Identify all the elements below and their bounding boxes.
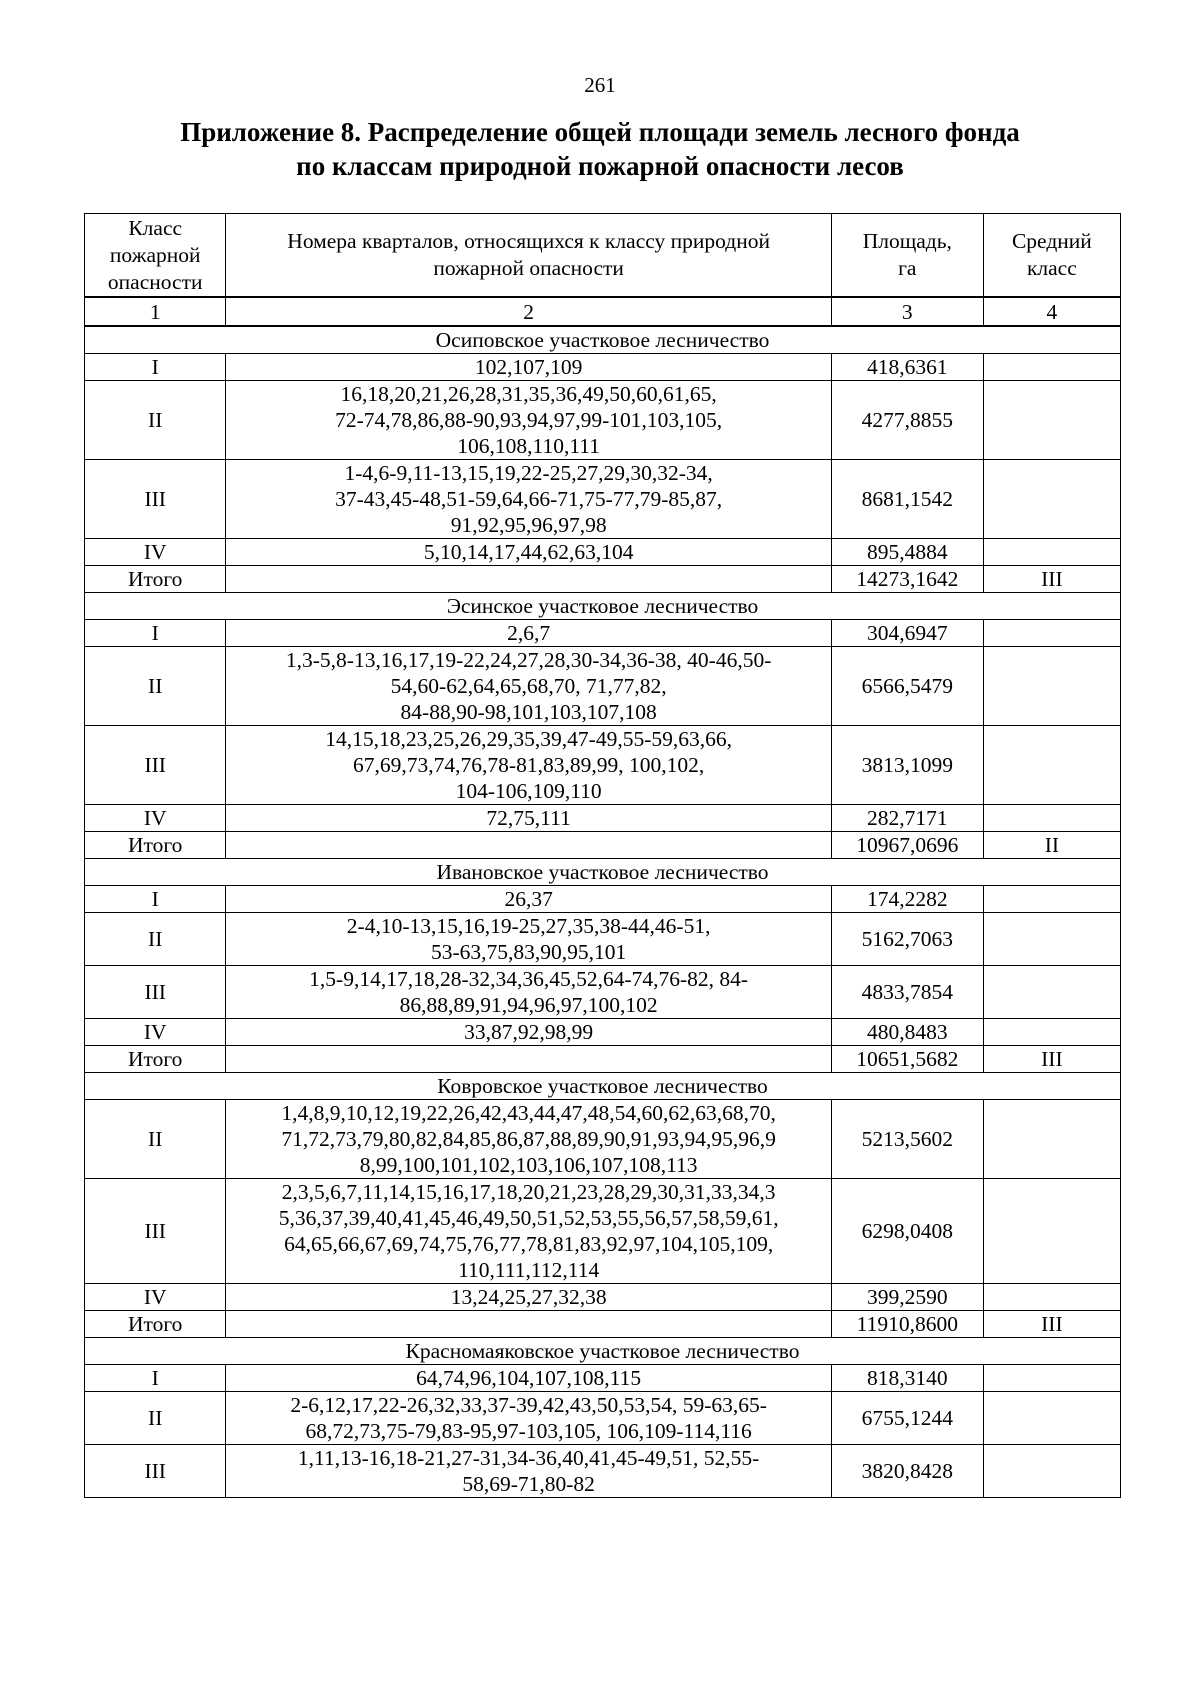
area-cell: 304,6947	[831, 620, 983, 647]
column-number: 2	[226, 297, 831, 326]
quarters-line: 33,87,92,98,99	[464, 1020, 594, 1044]
average-class-cell	[983, 1445, 1120, 1498]
quarters-line: 86,88,89,91,94,96,97,100,102	[399, 993, 658, 1017]
area-cell: 3820,8428	[831, 1445, 983, 1498]
average-class-cell	[983, 460, 1120, 539]
average-class-cell	[983, 620, 1120, 647]
average-class-cell	[983, 1392, 1120, 1445]
quarters-line: 26,37	[504, 887, 553, 911]
quarters-line: 110,111,112,114	[458, 1258, 600, 1282]
fire-class-cell: I	[85, 1365, 226, 1392]
average-class-cell: III	[983, 1046, 1120, 1073]
area-cell: 282,7171	[831, 805, 983, 832]
quarters-cell	[226, 620, 831, 647]
table-row	[85, 1019, 1121, 1046]
quarters-cell	[226, 805, 831, 832]
header-quarters-line: Номера кварталов, относящихся к классу природной	[287, 229, 770, 253]
fire-class-cell: Итого	[85, 1046, 226, 1073]
quarters-line: 104-106,109,110	[455, 779, 602, 803]
table-row	[85, 1046, 1121, 1073]
quarters-line: 102,107,109	[474, 355, 583, 379]
header-average-line: Средний	[1011, 229, 1092, 253]
area-cell: 5213,5602	[831, 1100, 983, 1179]
fire-class-cell: Итого	[85, 1311, 226, 1338]
area-cell: 6298,0408	[831, 1179, 983, 1284]
average-class-cell	[983, 647, 1120, 726]
quarters-line: 5,36,37,39,40,41,45,46,49,50,51,52,53,55,56,57,58,59,61,	[278, 1206, 779, 1230]
area-cell: 399,2590	[831, 1284, 983, 1311]
fire-class-cell: III	[85, 460, 226, 539]
quarters-line: 1,11,13-16,18-21,27-31,34-36,40,41,45-49,51, 52,55-	[297, 1446, 760, 1470]
fire-class-cell: II	[85, 1100, 226, 1179]
table-row	[85, 913, 1121, 966]
header-row	[85, 214, 1121, 298]
average-class-cell: III	[983, 1311, 1120, 1338]
title-line-1: Приложение 8. Распределение общей площади земель лесного фонда	[180, 117, 1020, 147]
quarters-line: 1,4,8,9,10,12,19,22,26,42,43,44,47,48,54,60,62,63,68,70,	[281, 1101, 776, 1125]
fire-class-cell: Итого	[85, 566, 226, 593]
area-cell: 14273,1642	[831, 566, 983, 593]
average-class-cell	[983, 1100, 1120, 1179]
quarters-line: 8,99,100,101,102,103,106,107,108,113	[359, 1153, 698, 1177]
area-cell: 5162,7063	[831, 913, 983, 966]
table-row	[85, 1311, 1121, 1338]
quarters-line: 71,72,73,79,80,82,84,85,86,87,88,89,90,91,93,94,95,96,9	[281, 1127, 776, 1151]
average-class-cell: II	[983, 832, 1120, 859]
quarters-line: 2,3,5,6,7,11,14,15,16,17,18,20,21,23,28,29,30,31,33,34,3	[281, 1180, 776, 1204]
section-header-row	[85, 859, 1121, 886]
quarters-line: 68,72,73,75-79,83-95,97-103,105, 106,109-114,116	[305, 1419, 752, 1443]
table-row	[85, 1392, 1121, 1445]
table-row	[85, 566, 1121, 593]
average-class-cell	[983, 726, 1120, 805]
quarters-cell	[226, 1445, 831, 1498]
table-row	[85, 805, 1121, 832]
table-body	[85, 214, 1121, 1498]
table-row	[85, 886, 1121, 913]
fire-class-cell: IV	[85, 1284, 226, 1311]
section-name: Ивановское участковое лесничество	[85, 859, 1121, 886]
quarters-cell	[226, 1046, 831, 1073]
quarters-line: 2-6,12,17,22-26,32,33,37-39,42,43,50,53,54, 59-63,65-	[290, 1393, 767, 1417]
table-row	[85, 1365, 1121, 1392]
average-class-cell	[983, 886, 1120, 913]
quarters-line: 54,60-62,64,65,68,70, 71,77,82,	[390, 674, 667, 698]
quarters-line: 53-63,75,83,90,95,101	[430, 940, 627, 964]
average-class-cell: III	[983, 566, 1120, 593]
quarters-line: 1,5-9,14,17,18,28-32,34,36,45,52,64-74,76-82, 84-	[309, 967, 749, 991]
fire-class-cell: I	[85, 620, 226, 647]
table-row	[85, 832, 1121, 859]
quarters-line: 91,92,95,96,97,98	[450, 513, 607, 537]
quarters-line: 106,108,110,111	[457, 434, 600, 458]
quarters-line: 2-4,10-13,15,16,19-25,27,35,38-44,46-51,	[346, 914, 711, 938]
fire-class-cell: III	[85, 966, 226, 1019]
section-header-row	[85, 326, 1121, 354]
quarters-line: 64,65,66,67,69,74,75,76,77,78,81,83,92,97,104,105,109,	[284, 1232, 774, 1256]
fire-class-cell: Итого	[85, 832, 226, 859]
quarters-cell	[226, 354, 831, 381]
area-cell: 174,2282	[831, 886, 983, 913]
quarters-cell	[226, 1284, 831, 1311]
area-cell: 480,8483	[831, 1019, 983, 1046]
fire-class-cell: I	[85, 886, 226, 913]
header-class-line: Класс	[128, 215, 183, 240]
section-header-row	[85, 593, 1121, 620]
average-class-cell	[983, 1179, 1120, 1284]
average-class-cell	[983, 1019, 1120, 1046]
table-row	[85, 1100, 1121, 1179]
fire-class-cell: III	[85, 1179, 226, 1284]
quarters-line: 67,69,73,74,76,78-81,83,89,99, 100,102,	[353, 753, 705, 777]
area-cell: 6755,1244	[831, 1392, 983, 1445]
fire-class-cell: III	[85, 1445, 226, 1498]
area-cell: 818,3140	[831, 1365, 983, 1392]
section-name: Эсинское участковое лесничество	[85, 593, 1121, 620]
table-row	[85, 726, 1121, 805]
fire-class-cell: II	[85, 647, 226, 726]
fire-class-cell: II	[85, 1392, 226, 1445]
table-row	[85, 966, 1121, 1019]
table-row	[85, 381, 1121, 460]
average-class-cell	[983, 966, 1120, 1019]
quarters-cell	[226, 726, 831, 805]
header-average-line: класс	[1026, 256, 1077, 280]
table-row	[85, 460, 1121, 539]
area-cell: 895,4884	[831, 539, 983, 566]
area-cell: 6566,5479	[831, 647, 983, 726]
table-row	[85, 1284, 1121, 1311]
section-header-row	[85, 1338, 1121, 1365]
area-cell: 10967,0696	[831, 832, 983, 859]
quarters-cell	[226, 1019, 831, 1046]
table-row	[85, 539, 1121, 566]
header-class-line: опасности	[107, 269, 203, 294]
fire-class-cell: II	[85, 913, 226, 966]
average-class-cell	[983, 1284, 1120, 1311]
quarters-line: 84-88,90-98,101,103,107,108	[400, 700, 657, 724]
quarters-cell	[226, 1179, 831, 1284]
header-average	[983, 214, 1120, 298]
quarters-cell	[226, 966, 831, 1019]
fire-class-cell: IV	[85, 805, 226, 832]
quarters-line: 72-74,78,86,88-90,93,94,97,99-101,103,105,	[335, 408, 723, 432]
area-cell: 11910,8600	[831, 1311, 983, 1338]
average-class-cell	[983, 539, 1120, 566]
quarters-line: 13,24,25,27,32,38	[450, 1285, 607, 1309]
area-cell: 418,6361	[831, 354, 983, 381]
quarters-cell	[226, 1392, 831, 1445]
quarters-cell	[226, 1311, 831, 1338]
quarters-cell	[226, 1100, 831, 1179]
section-name: Осиповское участковое лесничество	[85, 326, 1121, 354]
quarters-cell	[226, 381, 831, 460]
quarters-line: 1,3-5,8-13,16,17,19-22,24,27,28,30-34,36-38, 40-46,50-	[285, 648, 772, 672]
quarters-line: 5,10,14,17,44,62,63,104	[423, 540, 634, 564]
area-cell: 10651,5682	[831, 1046, 983, 1073]
quarters-cell	[226, 1365, 831, 1392]
column-number-row	[85, 297, 1121, 326]
area-cell: 8681,1542	[831, 460, 983, 539]
fire-class-cell: II	[85, 381, 226, 460]
quarters-line: 2,6,7	[507, 621, 551, 645]
quarters-line: 16,18,20,21,26,28,31,35,36,49,50,60,61,65,	[340, 382, 717, 406]
table-row	[85, 1445, 1121, 1498]
header-quarters-line: пожарной опасности	[433, 256, 624, 280]
quarters-cell	[226, 832, 831, 859]
column-number: 3	[831, 297, 983, 326]
quarters-cell	[226, 647, 831, 726]
quarters-line: 14,15,18,23,25,26,29,35,39,47-49,55-59,63,66,	[325, 727, 732, 751]
area-cell: 3813,1099	[831, 726, 983, 805]
header-quarters	[226, 214, 831, 298]
quarters-line: 37-43,45-48,51-59,64,66-71,75-77,79-85,87,	[335, 487, 723, 511]
quarters-cell	[226, 460, 831, 539]
average-class-cell	[983, 805, 1120, 832]
quarters-cell	[226, 913, 831, 966]
quarters-line: 1-4,6-9,11-13,15,19,22-25,27,29,30,32-34,	[344, 461, 713, 485]
quarters-line: 72,75,111	[486, 806, 571, 830]
table-row	[85, 1179, 1121, 1284]
table-row	[85, 354, 1121, 381]
header-class-line: пожарной	[109, 242, 201, 267]
average-class-cell	[983, 1365, 1120, 1392]
fire-danger-table	[84, 213, 1121, 1498]
area-cell: 4833,7854	[831, 966, 983, 1019]
section-header-row	[85, 1073, 1121, 1100]
average-class-cell	[983, 354, 1120, 381]
header-area-line: Площадь,	[862, 229, 952, 253]
header-class	[85, 214, 226, 298]
column-number: 4	[983, 297, 1120, 326]
average-class-cell	[983, 381, 1120, 460]
average-class-cell	[983, 913, 1120, 966]
page-number: 261	[584, 73, 616, 97]
quarters-cell	[226, 886, 831, 913]
title-line-2: по классам природной пожарной опасности лесов	[296, 151, 904, 181]
table-row	[85, 647, 1121, 726]
quarters-line: 58,69-71,80-82	[462, 1472, 595, 1496]
fire-class-cell: IV	[85, 1019, 226, 1046]
header-area-line: га	[898, 256, 917, 280]
quarters-line: 64,74,96,104,107,108,115	[416, 1366, 642, 1390]
page-title	[0, 115, 1200, 183]
fire-class-cell: I	[85, 354, 226, 381]
fire-class-cell: III	[85, 726, 226, 805]
section-name: Ковровское участковое лесничество	[85, 1073, 1121, 1100]
quarters-cell	[226, 566, 831, 593]
column-number: 1	[85, 297, 226, 326]
section-name: Красномаяковское участковое лесничество	[85, 1338, 1121, 1365]
quarters-cell	[226, 539, 831, 566]
area-cell: 4277,8855	[831, 381, 983, 460]
header-area	[831, 214, 983, 298]
table-row	[85, 620, 1121, 647]
fire-class-cell: IV	[85, 539, 226, 566]
